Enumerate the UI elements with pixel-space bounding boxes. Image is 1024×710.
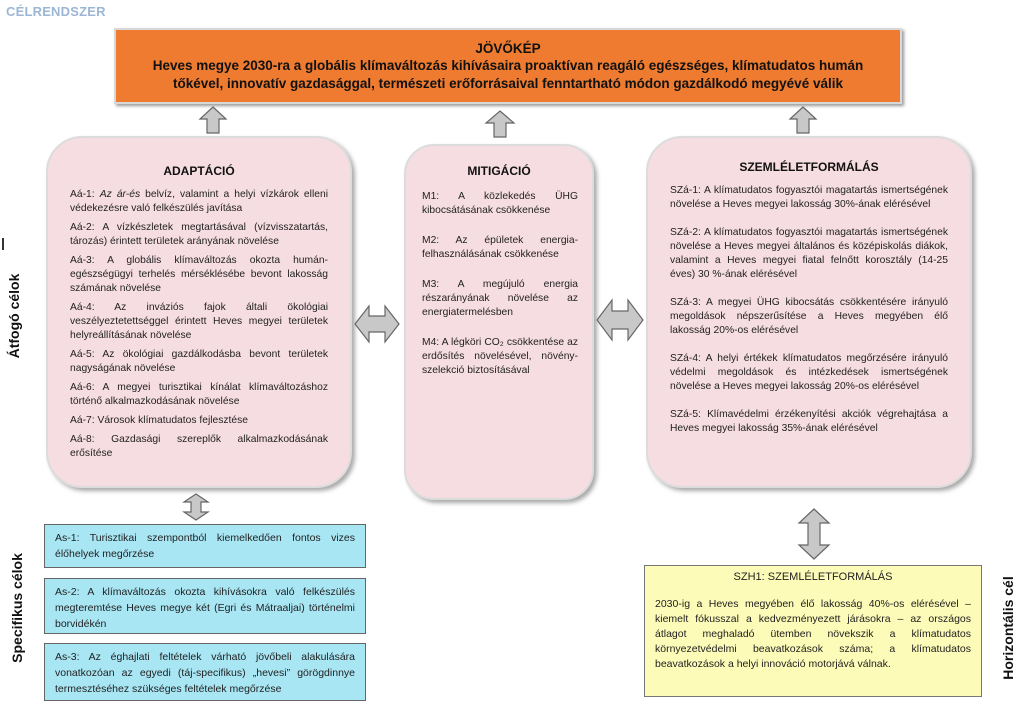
vision-text: Heves megye 2030-ra a globális klímaváltozás kihívásaira proaktívan reagáló egészséges, klímatudatos humán tőkével, innovatív gazdasággal, természeti erőforrásaival fenntartható módon gazdálkodó megyévé válik — [152, 58, 864, 91]
adaptation-item: Aá-3: A globális klímaváltozás okozta humán-egészségügyi terhelés mérséklésébe bevont lakosság számának növelése — [70, 255, 328, 294]
adaptation-item: Aá-5: Az ökológiai gazdálkodásba bevont területek nagyságának növelése — [70, 349, 328, 374]
awareness-title: SZEMLÉLETFORMÁLÁS — [739, 160, 879, 174]
up-arrow-mitigation — [485, 110, 515, 138]
adaptation-list — [70, 188, 328, 466]
specific-goal-box: As-3: Az éghajlati feltételek várható jövőbeli alakulására vonatkozóan az egyedi (táj-specifikus) „hevesi” görögdinnye termesztéséhez szükséges feltételek megőrzése — [44, 643, 366, 701]
double-arrow-awareness-horizontal — [798, 508, 830, 560]
adaptation-item: Aá-1: Az ár-és belvíz, valamint a helyi vízkárok elleni védekezésre való felkészülés javítása — [70, 189, 328, 214]
awareness-item: SZá-4: A helyi értékek klímatudatos megőrzésére irányuló védelmi megoldások és intézkedések ismertségének növelése a Heves megyei lakosság 20%-os elérésével — [670, 353, 948, 392]
mitigation-item: M2: Az épületek energia-felhasználásának csökkenése — [422, 235, 578, 260]
up-arrow-adaptation — [199, 106, 227, 134]
awareness-item: SZá-1: A klímatudatos fogyasztói magatartás ismertségének növelése a Heves megyei lakosság 30%-ának elérésével — [670, 185, 948, 210]
mitigation-item: M1: A közlekedés ÜHG kibocsátásának csökkenése — [422, 191, 578, 216]
adaptation-item: Aá-6: A megyei turisztikai kínálat klímaváltozáshoz történő alkalmazkodásának növelése — [70, 382, 328, 407]
awareness-box — [646, 136, 972, 488]
horizontal-goal-text: 2030-ig a Heves megyében élő lakosság 40%-os elérésével – kiemelt fókusszal a kedvezményezett járásokra – az országos átlagot meghaladó ütemben növekszik a klímatudatos környezetvédelmi beavatkozások száma; a klímatudatos beavatkozások a helyi innováció motorjává válnak. — [655, 598, 971, 670]
vision-box — [114, 28, 902, 104]
up-arrow-awareness — [789, 106, 817, 134]
cross-goals-marker — [2, 238, 4, 250]
specific-goal-box: As-2: A klímaváltozás okozta kihívásokra való felkészülés megteremtése Heves megye két (Egri és Mátraaljai) történelmi borvidékén — [44, 578, 366, 634]
mitigation-list — [422, 190, 578, 394]
horizontal-goal-title: SZH1: SZEMLÉLETFORMÁLÁS — [733, 571, 893, 583]
specific-goals-label: Specifikus célok — [9, 553, 25, 663]
diagram-header-label: CÉLRENDSZER — [6, 4, 106, 19]
adaptation-item: Aá-8: Gazdasági szereplők alkalmazkodásának erősítése — [70, 434, 328, 459]
adaptation-item: Aá-7: Városok klímatudatos fejlesztése — [70, 415, 249, 426]
specific-goal-box: As-1: Turisztikai szempontból kiemelkedően fontos vizes élőhelyek megőrzése — [44, 524, 366, 568]
double-arrow-adaptation-specific — [183, 493, 209, 521]
awareness-item: SZá-5: Klímavédelmi érzékenyítési akciók végrehajtása a Heves megyei lakosság 35%-ának elérésével — [670, 409, 948, 434]
vision-title: JÖVŐKÉP — [475, 41, 541, 56]
awareness-list — [670, 184, 948, 450]
cross-goals-label: Átfogó célok — [6, 273, 22, 359]
double-arrow-mitigation-awareness — [596, 298, 644, 342]
adaptation-item: Aá-2: A vízkészletek megtartásával (vízvisszatartás, tározás) érintett területek arányának növelése — [70, 222, 328, 247]
adaptation-box — [46, 136, 352, 488]
mitigation-box — [404, 144, 594, 500]
mitigation-title: MITIGÁCIÓ — [467, 164, 531, 178]
mitigation-item: M3: A megújuló energia részarányának növelése az energiatermelésben — [422, 279, 578, 318]
awareness-item: SZá-2: A klímatudatos fogyasztói magatartás ismertségének növelése a Heves megyei általános és középiskolás diákok, valamint a Heves megyei fiatal felnőtt korosztály (14-25 éves) 30 %-ának elérésével — [670, 227, 948, 280]
mitigation-item: M4: A légköri CO₂ csökkentése az erdősítés növelésével, növény-szelekció biztosításával — [422, 337, 578, 376]
adaptation-title: ADAPTÁCIÓ — [163, 164, 235, 178]
awareness-item: SZá-3: A megyei ÜHG kibocsátás csökkentésére irányuló megoldások népszerűsítése a Heves megyében élő lakosság 20%-os elérésével — [670, 297, 949, 336]
horizontal-goal-box — [644, 565, 982, 697]
double-arrow-adaptation-mitigation — [354, 304, 400, 344]
horizontal-goal-label: Horizontális cél — [1000, 576, 1016, 680]
adaptation-item: Aá-4: Az inváziós fajok általi ökológiai veszélyeztetettséggel érintett Heves megyei területek helyreállításának növelése — [70, 302, 329, 341]
